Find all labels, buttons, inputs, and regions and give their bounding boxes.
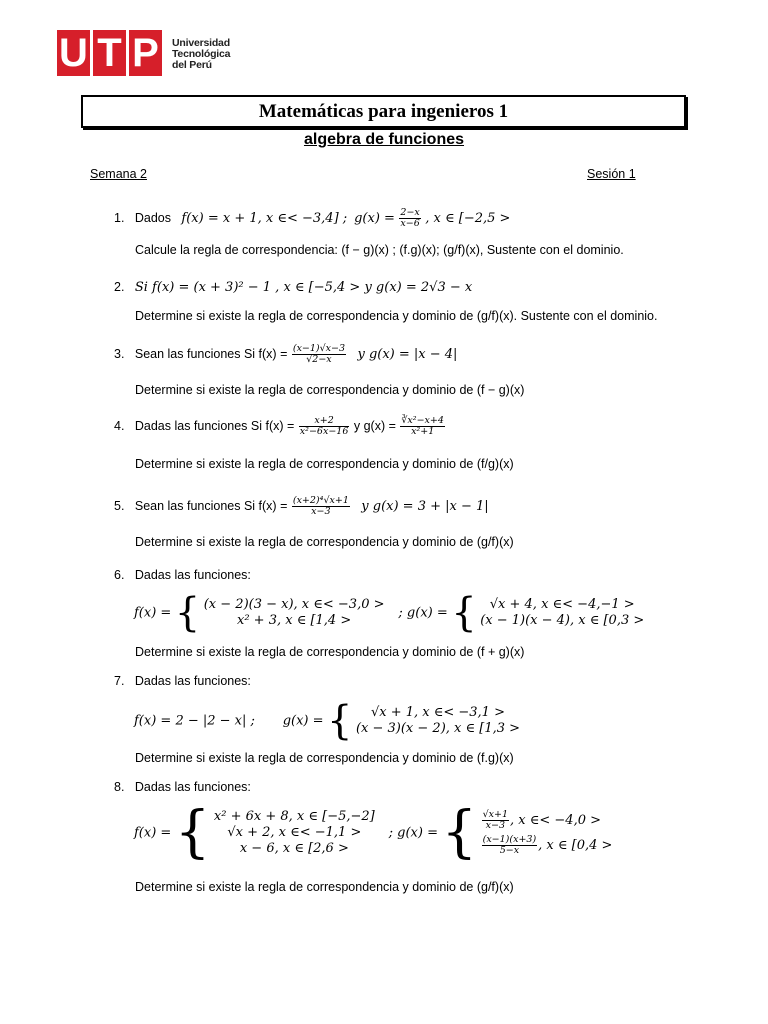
fraction <box>482 835 538 856</box>
domain: , x ∈ [0,4 > <box>538 838 613 853</box>
piecewise-g <box>356 705 520 737</box>
domain: , x ∈< −4,0 > <box>510 813 601 828</box>
problem-7 <box>114 674 251 688</box>
problem-2 <box>114 280 472 295</box>
utp-logo <box>57 30 165 76</box>
problem-number: 7. <box>114 674 125 688</box>
problem-intro: Dadas las funciones: <box>134 568 251 582</box>
numerator: (x−1)√x−3 <box>292 343 346 354</box>
logo-name-line-3: del Perú <box>172 59 212 71</box>
problem-number: 4. <box>114 418 125 433</box>
numerator: √x+1 <box>482 809 509 820</box>
problem-1 <box>114 208 510 229</box>
denominator: x²−6x−16 <box>299 426 349 437</box>
fraction <box>292 344 346 365</box>
session-label: Sesión 1 <box>587 167 636 181</box>
piece: (x − 1)(x − 4), x ∈ [0,3 > <box>480 613 645 628</box>
problem-intro: Sean las funciones Si f(x) = <box>134 346 288 361</box>
fraction <box>299 416 350 437</box>
function-g-label: g(x) = <box>354 210 395 226</box>
problem-2-task: Determine si existe la regla de correspondencia y dominio de (g/f)(x). Sustente con el dominio. <box>135 309 658 323</box>
fraction <box>482 810 509 831</box>
piece: (x − 3)(x − 2), x ∈ [1,3 > <box>355 721 521 736</box>
problem-4 <box>114 416 446 437</box>
problem-3-task: Determine si existe la regla de correspondencia y dominio de (f − g)(x) <box>135 383 525 397</box>
problem-3 <box>114 344 457 365</box>
denominator: x−6 <box>400 218 420 229</box>
problem-functions: Si f(x) = (x + 3)² − 1 , x ∈ [−5,4 > y g(x) = 2√3 − x <box>134 280 473 295</box>
numerator: ∛x²−x+4 <box>401 415 444 426</box>
denominator: x²+1 <box>411 426 435 437</box>
title-box <box>81 95 686 128</box>
problem-5-task: Determine si existe la regla de correspondencia y dominio de (g/f)(x) <box>135 535 514 549</box>
problem-number: 6. <box>114 568 125 582</box>
logo-letter-u: U <box>57 30 90 76</box>
numerator: (x−1)(x+3) <box>482 834 537 845</box>
piecewise-g <box>480 597 644 629</box>
piecewise-g <box>481 810 613 856</box>
left-brace-icon: { <box>327 698 353 744</box>
problem-number: 1. <box>114 210 125 225</box>
problem-7-task: Determine si existe la regla de correspondencia y dominio de (f.g)(x) <box>135 751 514 765</box>
function-g: y g(x) = 3 + |x − 1| <box>361 498 489 514</box>
piece: x − 6, x ∈ [2,6 > <box>239 841 349 856</box>
denominator: x−3 <box>311 506 331 517</box>
week-label: Semana 2 <box>90 167 147 181</box>
logo-name-line-1: Universidad <box>172 37 230 49</box>
problem-8-functions <box>134 800 613 865</box>
piece: (x − 2)(3 − x), x ∈< −3,0 > <box>203 597 385 612</box>
page-subtitle: algebra de funciones <box>303 131 465 148</box>
problem-number: 5. <box>114 498 125 513</box>
piecewise-f <box>214 809 375 857</box>
problem-6-functions <box>134 590 645 636</box>
logo-name-line-2: Tecnológica <box>172 48 231 60</box>
piece: x² + 3, x ∈ [1,4 > <box>237 613 352 628</box>
problem-4-task: Determine si existe la regla de correspondencia y dominio de (f/g)(x) <box>135 457 514 471</box>
fraction <box>400 416 445 437</box>
problem-intro: Dados <box>134 210 171 225</box>
denominator: x−3 <box>485 820 505 831</box>
fraction <box>399 208 420 229</box>
problem-1-task: Calcule la regla de correspondencia: (f − g)(x) ; (f.g)(x); (g/f)(x), Sustente con el dominio. <box>135 243 624 257</box>
left-brace-icon: { <box>174 590 201 636</box>
left-brace-icon: { <box>451 590 477 636</box>
piecewise-f <box>204 597 385 629</box>
piece <box>481 835 613 856</box>
numerator: 2−x <box>400 207 420 218</box>
function-g-label: ; g(x) = <box>398 605 448 621</box>
problem-7-functions <box>134 698 521 744</box>
problem-5 <box>114 496 489 517</box>
piece: x² + 6x + 8, x ∈ [−5,−2] <box>213 809 375 824</box>
numerator: x+2 <box>299 416 350 427</box>
problem-number: 3. <box>114 346 125 361</box>
problem-number: 2. <box>114 280 125 294</box>
left-brace-icon: { <box>174 800 211 865</box>
page-title: Matemáticas para ingenieros 1 <box>258 101 509 122</box>
problem-8-task: Determine si existe la regla de correspondencia y dominio de (g/f)(x) <box>135 880 514 894</box>
problem-6 <box>114 568 251 582</box>
problem-intro: Dadas las funciones: <box>134 674 251 688</box>
piece: √x + 1, x ∈< −3,1 > <box>370 705 505 720</box>
problem-8 <box>114 780 251 794</box>
function-g-label: y g(x) = <box>353 418 396 433</box>
function-f: f(x) = x + 1, x ∈< −3,4] ; <box>181 210 348 226</box>
function-g-label: g(x) = <box>282 713 324 729</box>
function-g: y g(x) = |x − 4| <box>357 346 458 362</box>
denominator: √2−x <box>306 354 332 365</box>
logo-letter-p: P <box>129 30 162 76</box>
problem-intro: Dadas las funciones Si f(x) = <box>134 418 295 433</box>
function-f: f(x) = 2 − |2 − x| ; <box>134 713 255 729</box>
denominator: 5−x <box>499 845 520 856</box>
fraction <box>292 496 350 517</box>
function-g-domain: , x ∈ [−2,5 > <box>425 210 511 226</box>
logo-university-name <box>172 38 230 71</box>
piece: √x + 4, x ∈< −4,−1 > <box>489 597 635 612</box>
piece <box>481 810 613 831</box>
logo-letter-t: T <box>93 30 126 76</box>
problem-intro: Sean las funciones Si f(x) = <box>134 498 288 513</box>
numerator: (x+2)⁴√x+1 <box>292 495 349 506</box>
function-f-label: f(x) = <box>134 825 172 841</box>
function-g-label: ; g(x) = <box>388 825 438 841</box>
problem-6-task: Determine si existe la regla de correspondencia y dominio de (f + g)(x) <box>135 645 525 659</box>
left-brace-icon: { <box>441 800 478 865</box>
function-f-label: f(x) = <box>134 605 172 621</box>
problem-intro: Dadas las funciones: <box>134 780 251 794</box>
problem-number: 8. <box>114 780 125 794</box>
piece: √x + 2, x ∈< −1,1 > <box>227 825 362 840</box>
